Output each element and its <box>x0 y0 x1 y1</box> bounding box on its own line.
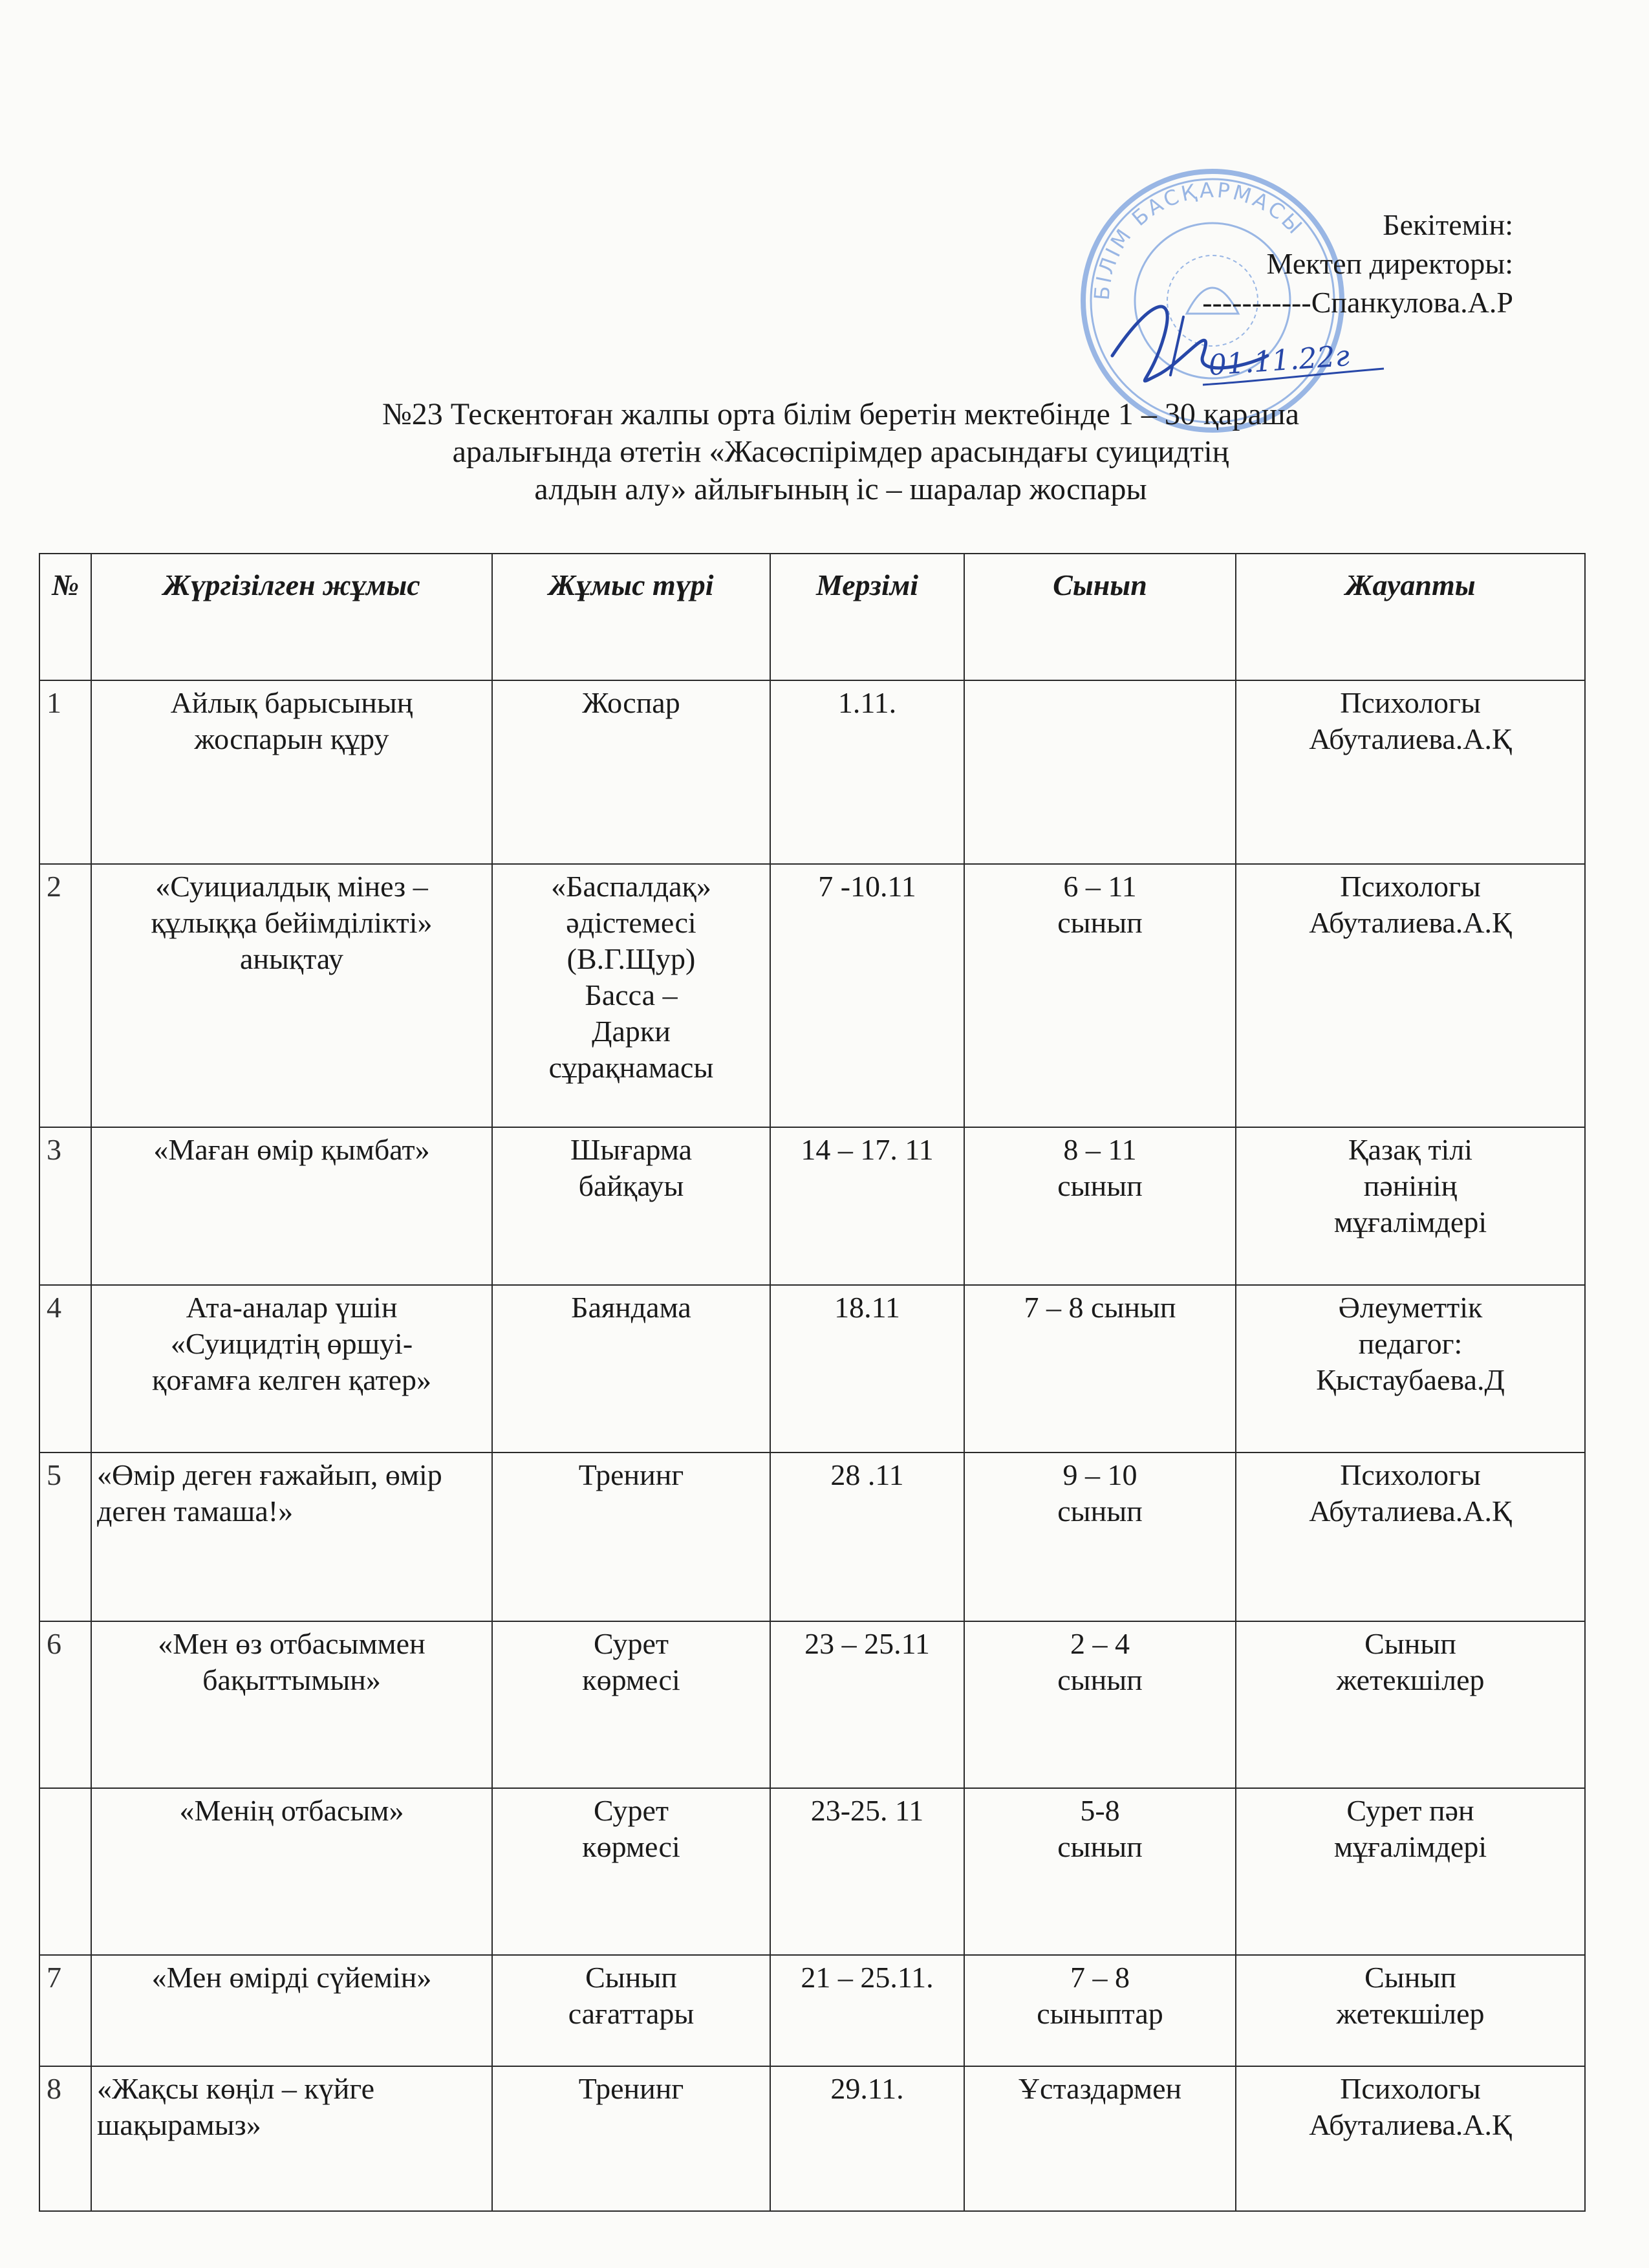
row-class <box>964 1127 1236 1285</box>
table-row <box>39 864 1585 1127</box>
table-row <box>39 680 1585 864</box>
cell-line: 5-8 <box>1080 1794 1120 1827</box>
cell-line: «Менің отбасым» <box>179 1794 404 1827</box>
cell-line: қоғамға келген қатер» <box>152 1363 431 1396</box>
row-work <box>91 1453 492 1621</box>
row-work <box>91 2066 492 2211</box>
row-type <box>492 680 770 864</box>
row-type <box>492 1453 770 1621</box>
row-class <box>964 680 1236 864</box>
cell-line: сынып <box>1057 906 1143 939</box>
cell-line: Дарки <box>592 1015 671 1048</box>
title-line-1: №23 Тескентоған жалпы орта білім беретін мектебінде 1 – 30 қараша <box>382 397 1300 431</box>
cell-line: Басса – <box>585 978 678 1011</box>
row-number: 5 <box>39 1453 91 1621</box>
cell-line: Шығарма <box>570 1133 693 1166</box>
row-type <box>492 1788 770 1955</box>
cell-line: «Баспалдақ» <box>551 870 711 903</box>
cell-line: 2 – 4 <box>1070 1627 1130 1660</box>
header-date: Мерзімі <box>770 554 964 680</box>
row-number: 2 <box>39 864 91 1127</box>
cell-line: 7 – 8 <box>1070 1961 1130 1994</box>
cell-line: Тренинг <box>578 1458 684 1491</box>
cell-line: сұрақнамасы <box>548 1051 714 1084</box>
cell-line: Баяндама <box>571 1291 691 1324</box>
table-row <box>39 1788 1585 1955</box>
row-type <box>492 2066 770 2211</box>
cell-line: әдістемесі <box>566 906 696 939</box>
row-work <box>91 1127 492 1285</box>
row-responsible <box>1236 1788 1585 1955</box>
table-row <box>39 1621 1585 1788</box>
row-date: 18.11 <box>770 1285 964 1453</box>
row-type <box>492 1621 770 1788</box>
header-work: Жүргізілген жұмыс <box>91 554 492 680</box>
row-date: 14 – 17. 11 <box>770 1127 964 1285</box>
events-plan-table <box>39 553 1586 2212</box>
row-class <box>964 1788 1236 1955</box>
cell-line: Қазақ тілі <box>1348 1133 1473 1166</box>
row-work <box>91 1285 492 1453</box>
cell-line: Сынып <box>1364 1961 1456 1994</box>
cell-line: Психологы <box>1340 1458 1481 1491</box>
table-row <box>39 2066 1585 2211</box>
cell-line: «Мен өз отбасыммен <box>158 1627 426 1660</box>
cell-line: «Өмір деген ғажайып, өмір <box>97 1458 442 1491</box>
cell-line: Қыстаубаева.Д <box>1316 1363 1505 1396</box>
row-work <box>91 1955 492 2066</box>
cell-line: сынып <box>1057 1663 1143 1696</box>
row-number: 8 <box>39 2066 91 2211</box>
cell-line: Ұстаздармен <box>1018 2072 1182 2105</box>
header-number: № <box>39 554 91 680</box>
cell-line: 8 – 11 <box>1063 1133 1137 1166</box>
cell-line: көрмесі <box>582 1663 680 1696</box>
cell-line: Айлық барысының <box>170 686 413 719</box>
cell-line: Тренинг <box>578 2072 684 2105</box>
row-date: 29.11. <box>770 2066 964 2211</box>
cell-line: Ата-аналар үшін <box>186 1291 398 1324</box>
cell-line: Жоспар <box>582 686 680 719</box>
title-line-2: аралығында өтетін «Жасөспірімдер арасындағы суицидтің <box>452 435 1229 469</box>
cell-line: Психологы <box>1340 686 1481 719</box>
cell-line: Сурет <box>593 1794 669 1827</box>
approval-heading: Бекітемін: <box>1383 208 1513 241</box>
row-date: 23 – 25.11 <box>770 1621 964 1788</box>
row-number: 7 <box>39 1955 91 2066</box>
row-responsible <box>1236 1453 1585 1621</box>
title-line-3: алдын алу» айлығының іс – шаралар жоспары <box>534 472 1147 506</box>
approval-director-name: -----------Спанкулова.А.Р <box>1202 286 1513 319</box>
row-number: 1 <box>39 680 91 864</box>
cell-line: педагог: <box>1358 1327 1463 1360</box>
cell-line: пәнінің <box>1363 1169 1458 1202</box>
cell-line: Сурет пән <box>1346 1794 1474 1827</box>
row-class <box>964 1955 1236 2066</box>
row-type <box>492 1285 770 1453</box>
cell-line: шақырамыз» <box>97 2108 261 2141</box>
cell-line: «Суицидтің өршуі- <box>170 1327 413 1360</box>
cell-line: жетекшілер <box>1336 1663 1485 1696</box>
row-date: 23-25. 11 <box>770 1788 964 1955</box>
row-responsible <box>1236 1285 1585 1453</box>
cell-line: сынып <box>1057 1830 1143 1863</box>
cell-line: мұғалімдері <box>1333 1205 1487 1238</box>
table-header-row <box>39 554 1585 680</box>
cell-line: құлыққа бейімділікті» <box>151 906 433 939</box>
row-type <box>492 1127 770 1285</box>
cell-line: байқауы <box>578 1169 684 1202</box>
document-title <box>233 396 1449 508</box>
cell-line: көрмесі <box>582 1830 680 1863</box>
row-work <box>91 680 492 864</box>
row-work <box>91 1621 492 1788</box>
cell-line: деген тамаша!» <box>97 1495 294 1528</box>
header-type: Жұмыс түрі <box>492 554 770 680</box>
table-row <box>39 1127 1585 1285</box>
cell-line: «Маған өмір қымбат» <box>153 1133 430 1166</box>
row-date: 21 – 25.11. <box>770 1955 964 2066</box>
row-number <box>39 1788 91 1955</box>
cell-line: Абуталиева.А.Қ <box>1309 2108 1512 2141</box>
row-responsible <box>1236 1621 1585 1788</box>
row-type <box>492 1955 770 2066</box>
cell-line: «Суициалдық мінез – <box>155 870 428 903</box>
row-responsible <box>1236 1127 1585 1285</box>
cell-line: Сынып <box>1364 1627 1456 1660</box>
row-responsible <box>1236 1955 1585 2066</box>
header-responsible: Жауапты <box>1236 554 1585 680</box>
row-work <box>91 864 492 1127</box>
row-class <box>964 1621 1236 1788</box>
row-number: 3 <box>39 1127 91 1285</box>
cell-line: 6 – 11 <box>1063 870 1137 903</box>
row-class <box>964 864 1236 1127</box>
cell-line: 9 – 10 <box>1062 1458 1137 1491</box>
row-responsible <box>1236 2066 1585 2211</box>
row-class <box>964 1453 1236 1621</box>
row-class <box>964 1285 1236 1453</box>
row-type <box>492 864 770 1127</box>
cell-line: Абуталиева.А.Қ <box>1309 1495 1512 1528</box>
row-responsible <box>1236 680 1585 864</box>
row-responsible <box>1236 864 1585 1127</box>
cell-line: Абуталиева.А.Қ <box>1309 722 1512 755</box>
row-class <box>964 2066 1236 2211</box>
approval-position: Мектеп директоры: <box>1266 247 1513 280</box>
row-date: 1.11. <box>770 680 964 864</box>
cell-line: Әлеуметтік <box>1338 1291 1483 1324</box>
cell-line: (В.Г.Щур) <box>566 942 696 975</box>
cell-line: анықтау <box>239 942 344 975</box>
svg-text:01.11.22г: 01.11.22г <box>1207 339 1351 382</box>
cell-line: жоспарын құру <box>194 722 389 755</box>
cell-line: сағаттары <box>568 1997 695 2030</box>
cell-line: сынып <box>1057 1495 1143 1528</box>
cell-line: мұғалімдері <box>1333 1830 1487 1863</box>
svg-text:БІЛІМ БАСҚАРМАСЫ: БІЛІМ БАСҚАРМАСЫ <box>1089 177 1309 301</box>
table-row <box>39 1955 1585 2066</box>
cell-line: «Мен өмірді сүйемін» <box>151 1961 432 1994</box>
header-class: Сынып <box>964 554 1236 680</box>
table-row <box>39 1285 1585 1453</box>
row-work <box>91 1788 492 1955</box>
cell-line: сыныптар <box>1037 1997 1163 2030</box>
row-number: 4 <box>39 1285 91 1453</box>
row-date: 28 .11 <box>770 1453 964 1621</box>
cell-line: Сынып <box>585 1961 677 1994</box>
cell-line: Психологы <box>1340 2072 1481 2105</box>
cell-line: Абуталиева.А.Қ <box>1309 906 1512 939</box>
cell-line: сынып <box>1057 1169 1143 1202</box>
cell-line: Сурет <box>593 1627 669 1660</box>
row-number: 6 <box>39 1621 91 1788</box>
cell-line: бақыттымын» <box>202 1663 381 1696</box>
handwritten-signature <box>1073 278 1397 401</box>
row-date: 7 -10.11 <box>770 864 964 1127</box>
cell-line: 7 – 8 сынып <box>1024 1291 1176 1324</box>
cell-line: «Жақсы көңіл – күйге <box>97 2072 375 2105</box>
cell-line: жетекшілер <box>1336 1997 1485 2030</box>
table-row <box>39 1453 1585 1621</box>
cell-line: Психологы <box>1340 870 1481 903</box>
